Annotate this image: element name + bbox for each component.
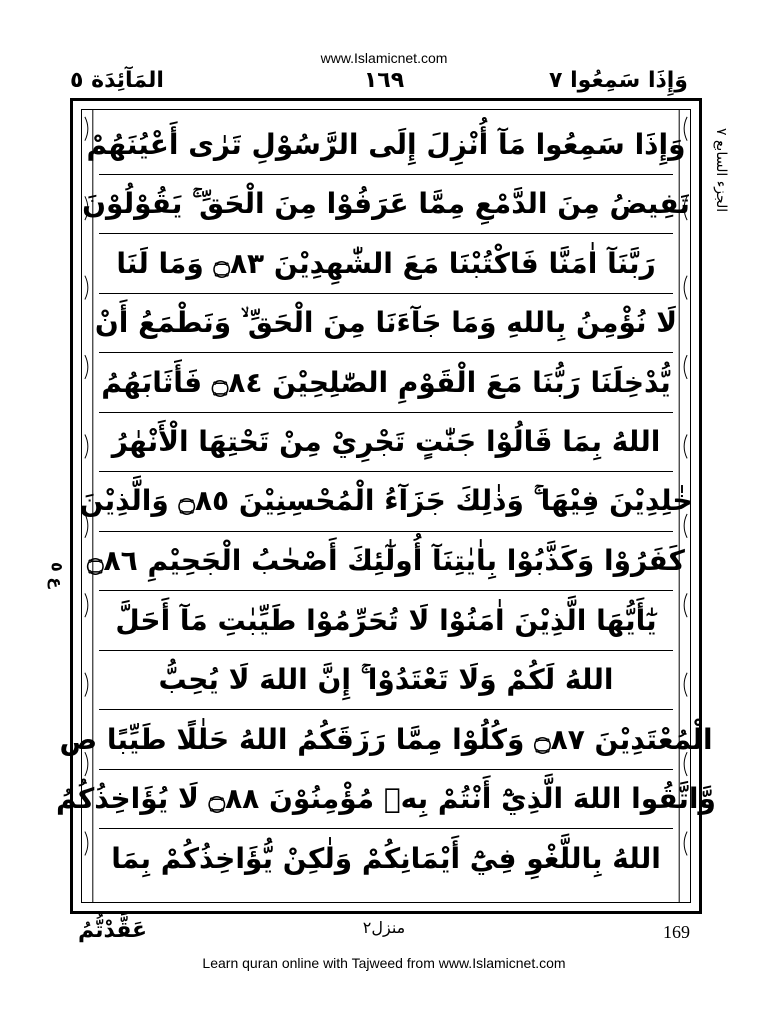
header-page-number: ١٦٩ <box>363 68 405 93</box>
verse-line: وَإِذَا سَمِعُوا مَآ أُنْزِلَ إِلَى الرَّسُوْلِ تَرٰى أَعْيُنَهُمْ <box>99 115 673 175</box>
verse-line: رَبَّنَآ اٰمَنَّا فَاكْتُبْنَا مَعَ الشّٰهِدِيْنَ ۝٨٣ وَمَا لَنَا <box>99 234 673 294</box>
margin-juz-label: الجزء السابع ٧ <box>713 127 729 213</box>
verse-line: كَفَرُوْا وَكَذَّبُوْا بِاٰيٰتِنَآ أُولٰٓئِكَ أَصْحٰبُ الْجَحِيْمِ ۝٨٦ <box>99 532 673 592</box>
verse-line: خٰلِدِيْنَ فِيْهَا ۚ وَذٰلِكَ جَزَآءُ الْمُحْسِنِيْنَ ۝٨٥ وَالَّذِيْنَ <box>99 472 673 532</box>
footer-manzil: منزل٢ <box>362 918 406 937</box>
verse-line: الْمُعْتَدِيْنَ ۝٨٧ وَكُلُوْا مِمَّا رَزَقَكُمُ اللهُ حَلٰلًا طَيِّبًا ص <box>99 710 673 770</box>
margin-ruku-marker: ع ٥ <box>47 561 67 589</box>
header-juz-title: وَإِذَا سَمِعُوا ٧ <box>549 68 688 93</box>
verse-line: لَا نُؤْمِنُ بِاللهِ وَمَا جَآءَنَا مِنَ الْحَقِّ ۙ وَنَطْمَعُ أَنْ <box>99 294 673 354</box>
verse-line: اللهُ لَكُمْ وَلَا تَعْتَدُوْا ۚ إِنَّ اللهَ لَا يُحِبُّ <box>99 651 673 711</box>
verse-line: يٰٓأَيُّهَا الَّذِيْنَ اٰمَنُوْا لَا تُحَرِّمُوْا طَيِّبٰتِ مَآ أَحَلَّ <box>99 591 673 651</box>
footer-catchword: عَقَّدْتُّمُ <box>78 918 148 943</box>
site-url: www.Islamicnet.com <box>320 50 448 66</box>
verse-line: يُّدْخِلَنَا رَبُّنَا مَعَ الْقَوْمِ الصّٰلِحِيْنَ ۝٨٤ فَأَثَابَهُمُ <box>99 353 673 413</box>
header-surah-title: المَآئِدَة ٥ <box>70 68 164 93</box>
bottom-note: Learn quran online with Tajweed from www.Islamicnet.com <box>202 955 566 971</box>
footer-page-number: 169 <box>663 922 690 942</box>
verse-line: اللهُ بِمَا قَالُوْا جَنّٰتٍ تَجْرِيْ مِنْ تَحْتِهَا الْأَنْهٰرُ <box>99 413 673 473</box>
verse-line: تَفِيضُ مِنَ الدَّمْعِ مِمَّا عَرَفُوْا مِنَ الْحَقِّ ۚ يَقُوْلُوْنَ <box>99 175 673 235</box>
verse-line: وَّاتَّقُوا اللهَ الَّذِيْٓ أَنْتُمْ بِهٖ مُؤْمِنُوْنَ ۝٨٨ لَا يُؤَاخِذُكُمُ <box>99 770 673 830</box>
verse-line: اللهُ بِاللَّغْوِ فِيْٓ أَيْمَانِكُمْ وَلٰكِنْ يُّؤَاخِذُكُمْ بِمَا <box>111 842 661 876</box>
